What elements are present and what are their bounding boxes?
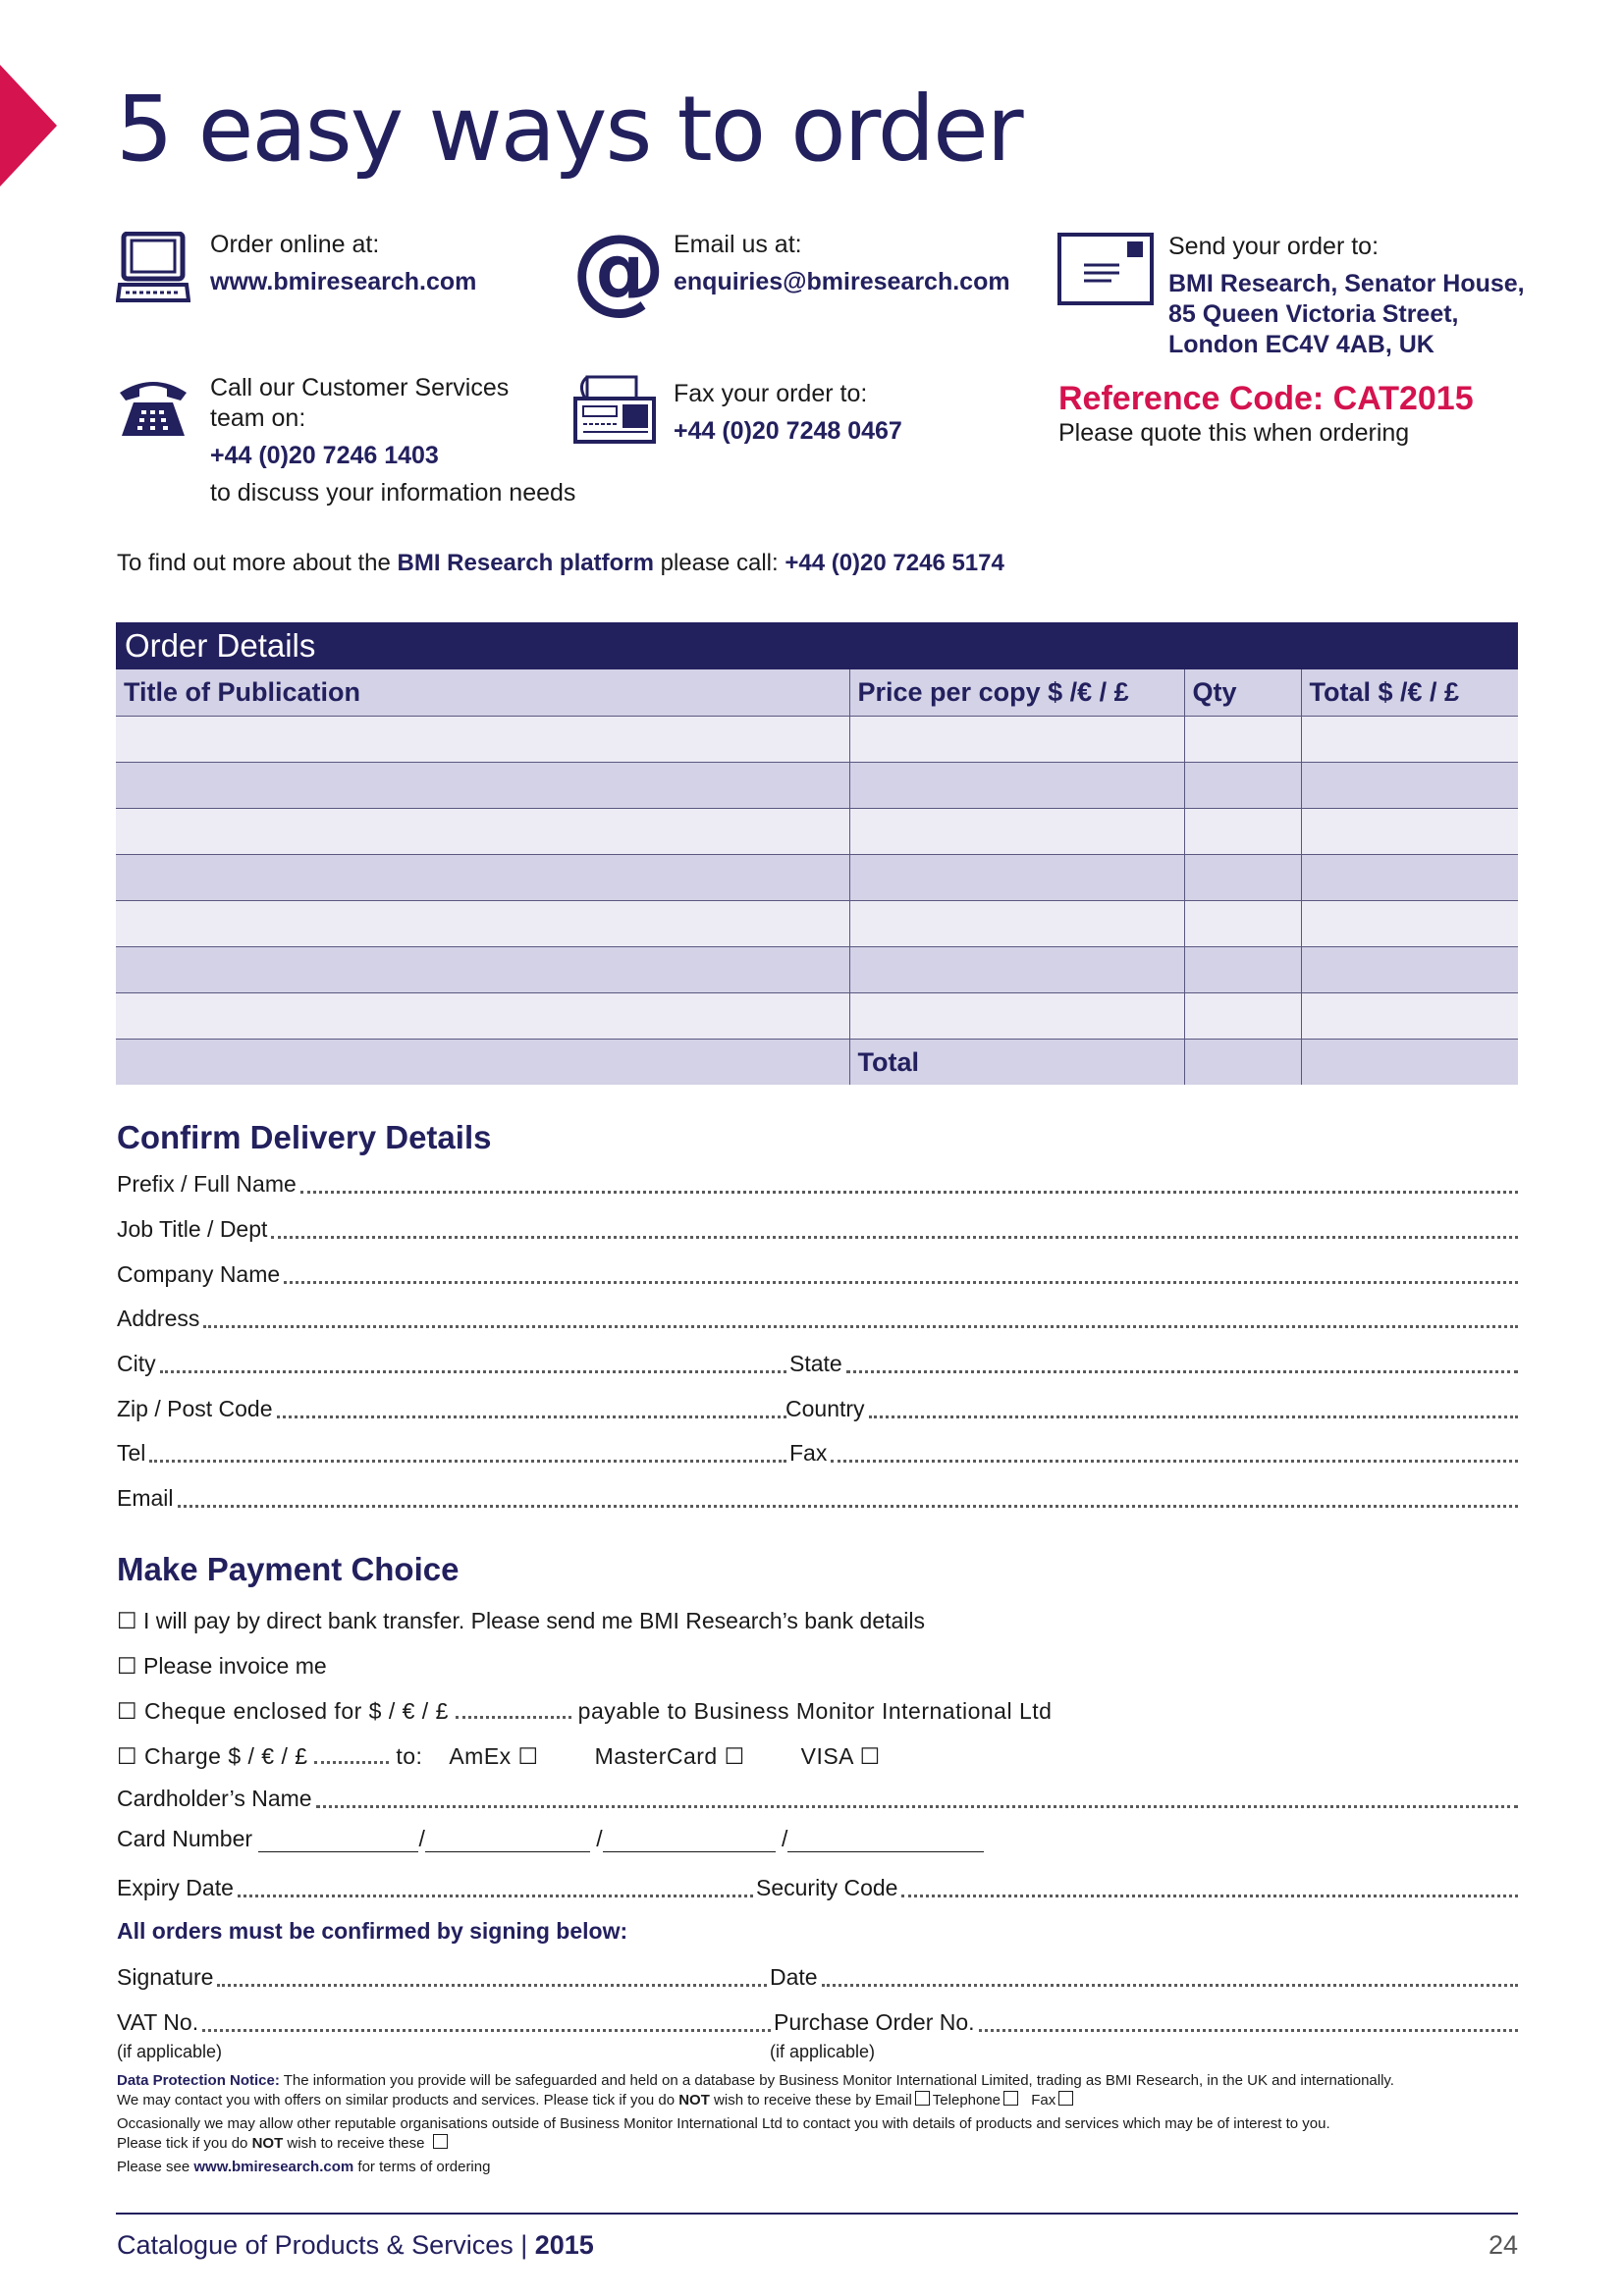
cheque-payable: payable to Business Monitor International Ltd (577, 1698, 1053, 1724)
qty-cell[interactable] (1184, 717, 1301, 763)
city-label: City (117, 1351, 156, 1376)
cardholder-field[interactable] (117, 1783, 1518, 1812)
card-number-part-3[interactable] (603, 1830, 776, 1852)
payment-heading: Make Payment Choice (117, 1551, 460, 1587)
price-cell[interactable] (849, 901, 1184, 947)
company-field[interactable] (117, 1258, 1518, 1288)
bank-transfer-option[interactable]: ☐ I will pay by direct bank transfer. Please send me BMI Research’s bank details (117, 1608, 926, 1633)
footer-catalogue-text: Catalogue of Products & Services | (117, 2230, 535, 2260)
tel-label: Tel (117, 1440, 146, 1466)
security-code-field[interactable] (756, 1872, 1518, 1901)
at-sign-icon: @ (571, 214, 666, 324)
order-online-block (210, 230, 476, 297)
delivery-heading: Confirm Delivery Details (117, 1119, 492, 1155)
post-address-2: 85 Queen Victoria Street, (1168, 300, 1459, 328)
signature-label: Signature (117, 1964, 214, 1990)
expiry-field[interactable] (117, 1872, 753, 1901)
email-label: Email us at: (674, 231, 802, 258)
title-cell[interactable] (116, 809, 849, 855)
col-price: Price per copy $ /€ / £ (849, 669, 1184, 717)
total-cell[interactable] (1301, 947, 1518, 993)
page-title: 5 easy ways to order (116, 77, 1022, 182)
qty-cell[interactable] (1184, 901, 1301, 947)
country-field[interactable] (785, 1393, 1518, 1422)
email-field-label: Email (117, 1485, 174, 1511)
card-sep-1: / (418, 1826, 425, 1851)
po-if-applicable: (if applicable) (770, 2042, 876, 2061)
third-party-optout-checkbox[interactable] (433, 2134, 448, 2149)
phone-label-2: team on: (210, 404, 306, 432)
city-field[interactable] (117, 1348, 786, 1377)
corner-arrow (0, 65, 57, 187)
price-cell[interactable] (849, 993, 1184, 1040)
card-number-part-1[interactable] (258, 1830, 418, 1852)
signature-field[interactable] (117, 1961, 767, 1991)
col-qty: Qty (1184, 669, 1301, 717)
vat-label: VAT No. (117, 2009, 199, 2035)
phone-label-1: Call our Customer Services (210, 374, 510, 401)
total-cell[interactable] (1301, 993, 1518, 1040)
po-label: Purchase Order No. (774, 2009, 975, 2035)
post-address-1: BMI Research, Senator House, (1168, 270, 1525, 297)
tel-field[interactable] (117, 1437, 786, 1467)
qty-cell[interactable] (1184, 947, 1301, 993)
order-details-heading: Order Details (116, 622, 1518, 669)
email-block (674, 230, 1010, 297)
fax-field[interactable] (789, 1437, 1518, 1467)
security-code-label: Security Code (756, 1875, 898, 1900)
total-row (116, 1040, 1518, 1086)
dp-title: Data Protection Notice: (117, 2072, 280, 2089)
table-row (116, 855, 1518, 901)
vat-field[interactable] (117, 2006, 771, 2036)
card-number-label: Card Number (117, 1826, 253, 1851)
charge-label: ☐ Charge $ / € / £ (117, 1743, 308, 1769)
dp-line3: Occasionally we may allow other reputable organisations outside of Business Monitor International Ltd to contact you with details of products and services which may be of interest to you. (117, 2115, 1330, 2132)
company-label: Company Name (117, 1261, 281, 1287)
telephone-optout-checkbox[interactable] (1003, 2091, 1018, 2106)
more-info-middle: please call: (653, 550, 785, 576)
price-cell[interactable] (849, 947, 1184, 993)
col-title: Title of Publication (116, 669, 849, 717)
title-cell[interactable] (116, 901, 849, 947)
dp-not-2: NOT (251, 2135, 284, 2152)
address-field[interactable] (117, 1303, 1518, 1332)
dp-line5a: Please see (117, 2159, 194, 2175)
dp-not-1: NOT (678, 2092, 710, 2109)
title-cell[interactable] (116, 763, 849, 809)
dp-line1: The information you provide will be safeguarded and held on a database by Business Monitor International Limited, trading as BMI Research, in the UK and internationally. (279, 2072, 1394, 2089)
reference-block (1058, 379, 1474, 449)
state-label: State (789, 1351, 842, 1376)
qty-cell[interactable] (1184, 855, 1301, 901)
email-optout-checkbox[interactable] (915, 2091, 930, 2106)
phone-number[interactable]: +44 (0)20 7246 1403 (210, 442, 439, 469)
card-number-field[interactable] (117, 1826, 984, 1852)
table-row (116, 993, 1518, 1040)
date-field[interactable] (770, 1961, 1518, 1991)
cheque-option[interactable] (117, 1698, 1052, 1725)
charge-amount-field[interactable] (314, 1751, 389, 1764)
card-number-part-4[interactable] (787, 1830, 984, 1852)
total-label: Total (849, 1040, 1184, 1086)
col-total: Total $ /€ / £ (1301, 669, 1518, 717)
reference-code: Reference Code: CAT2015 (1058, 380, 1474, 417)
footer-year: 2015 (534, 2230, 594, 2260)
job-title-field[interactable] (117, 1213, 1518, 1243)
fax-optout-checkbox[interactable] (1058, 2091, 1073, 2106)
envelope-icon (1056, 232, 1155, 306)
state-field[interactable] (789, 1348, 1518, 1377)
cardholder-label: Cardholder’s Name (117, 1786, 312, 1811)
vat-if-applicable: (if applicable) (117, 2042, 223, 2061)
title-cell[interactable] (116, 717, 849, 763)
full-name-label: Prefix / Full Name (117, 1171, 297, 1197)
reference-note: Please quote this when ordering (1058, 419, 1410, 447)
footer-catalogue (117, 2230, 594, 2261)
title-cell[interactable] (116, 947, 849, 993)
post-block (1168, 232, 1525, 360)
qty-cell[interactable] (1184, 993, 1301, 1040)
website-link[interactable]: www.bmiresearch.com (210, 268, 477, 295)
price-cell[interactable] (849, 855, 1184, 901)
platform-phone[interactable]: +44 (0)20 7246 5174 (785, 550, 1004, 576)
title-cell[interactable] (116, 855, 849, 901)
qty-cell[interactable] (1184, 809, 1301, 855)
mastercard-option[interactable]: MasterCard ☐ (594, 1743, 745, 1769)
zip-label: Zip / Post Code (117, 1396, 273, 1421)
telephone-icon (116, 375, 190, 438)
qty-cell[interactable] (1184, 763, 1301, 809)
charge-to: to: (396, 1743, 423, 1769)
data-protection-notice (117, 2071, 1511, 2181)
card-sep-2: / (596, 1826, 603, 1851)
dp-line4b: wish to receive these (283, 2135, 425, 2152)
fax-field-label: Fax (789, 1440, 828, 1466)
fax-block (674, 379, 902, 447)
full-name-field[interactable] (117, 1168, 1518, 1198)
confirm-note: All orders must be confirmed by signing below: (117, 1918, 628, 1944)
email-field[interactable] (117, 1482, 1518, 1512)
total-row-blank (116, 1040, 849, 1086)
total-cell[interactable] (1301, 763, 1518, 809)
grand-total-cell[interactable] (1301, 1040, 1518, 1086)
cheque-label: ☐ Cheque enclosed for $ / € / £ (117, 1698, 449, 1724)
price-cell[interactable] (849, 763, 1184, 809)
fax-icon (573, 375, 656, 444)
terms-link[interactable]: www.bmiresearch.com (193, 2159, 354, 2175)
table-row (116, 809, 1518, 855)
invoice-option[interactable]: ☐ Please invoice me (117, 1653, 327, 1679)
post-address-3: London EC4V 4AB, UK (1168, 331, 1435, 358)
footer-rule (116, 2213, 1518, 2215)
table-row (116, 717, 1518, 763)
total-cell[interactable] (1301, 717, 1518, 763)
more-info-line (117, 550, 1004, 577)
fax-number: +44 (0)20 7248 0467 (674, 417, 902, 445)
table-row (116, 947, 1518, 993)
email-link[interactable]: enquiries@bmiresearch.com (674, 268, 1010, 295)
table-row (116, 901, 1518, 947)
zip-field[interactable] (117, 1393, 786, 1422)
page-number: 24 (1488, 2230, 1518, 2260)
order-online-label: Order online at: (210, 231, 380, 258)
charge-option[interactable] (117, 1743, 881, 1770)
table-row (116, 763, 1518, 809)
dp-line4a: Please tick if you do (117, 2135, 252, 2152)
card-sep-3: / (782, 1826, 788, 1851)
dp-line5b: for terms of ordering (353, 2159, 491, 2175)
total-cell[interactable] (1301, 855, 1518, 901)
visa-option[interactable]: VISA ☐ (800, 1743, 881, 1769)
job-title-label: Job Title / Dept (117, 1216, 268, 1242)
dp-telephone: Telephone (932, 2092, 1001, 2109)
country-label: Country (785, 1396, 865, 1421)
total-qty-cell[interactable] (1184, 1040, 1301, 1086)
expiry-label: Expiry Date (117, 1875, 234, 1900)
dp-line2b: wish to receive these by Email (709, 2092, 912, 2109)
phone-block (210, 373, 575, 508)
dp-line2a: We may contact you with offers on similar products and services. Please tick if you do (117, 2092, 679, 2109)
card-number-part-2[interactable] (425, 1830, 590, 1852)
platform-name: BMI Research platform (397, 550, 654, 576)
cheque-amount-field[interactable] (456, 1706, 571, 1719)
computer-icon (116, 232, 190, 304)
total-cell[interactable] (1301, 809, 1518, 855)
price-cell[interactable] (849, 809, 1184, 855)
post-label: Send your order to: (1168, 233, 1380, 260)
dp-fax: Fax (1031, 2092, 1056, 2109)
more-info-prefix: To find out more about the (117, 550, 398, 576)
title-cell[interactable] (116, 993, 849, 1040)
amex-option[interactable]: AmEx ☐ (449, 1743, 539, 1769)
fax-label: Fax your order to: (674, 380, 868, 407)
address-label: Address (117, 1306, 200, 1331)
date-label: Date (770, 1964, 818, 1990)
po-field[interactable] (774, 2006, 1518, 2036)
total-cell[interactable] (1301, 901, 1518, 947)
phone-note: to discuss your information needs (210, 479, 576, 507)
order-details-table (116, 622, 1518, 1085)
price-cell[interactable] (849, 717, 1184, 763)
